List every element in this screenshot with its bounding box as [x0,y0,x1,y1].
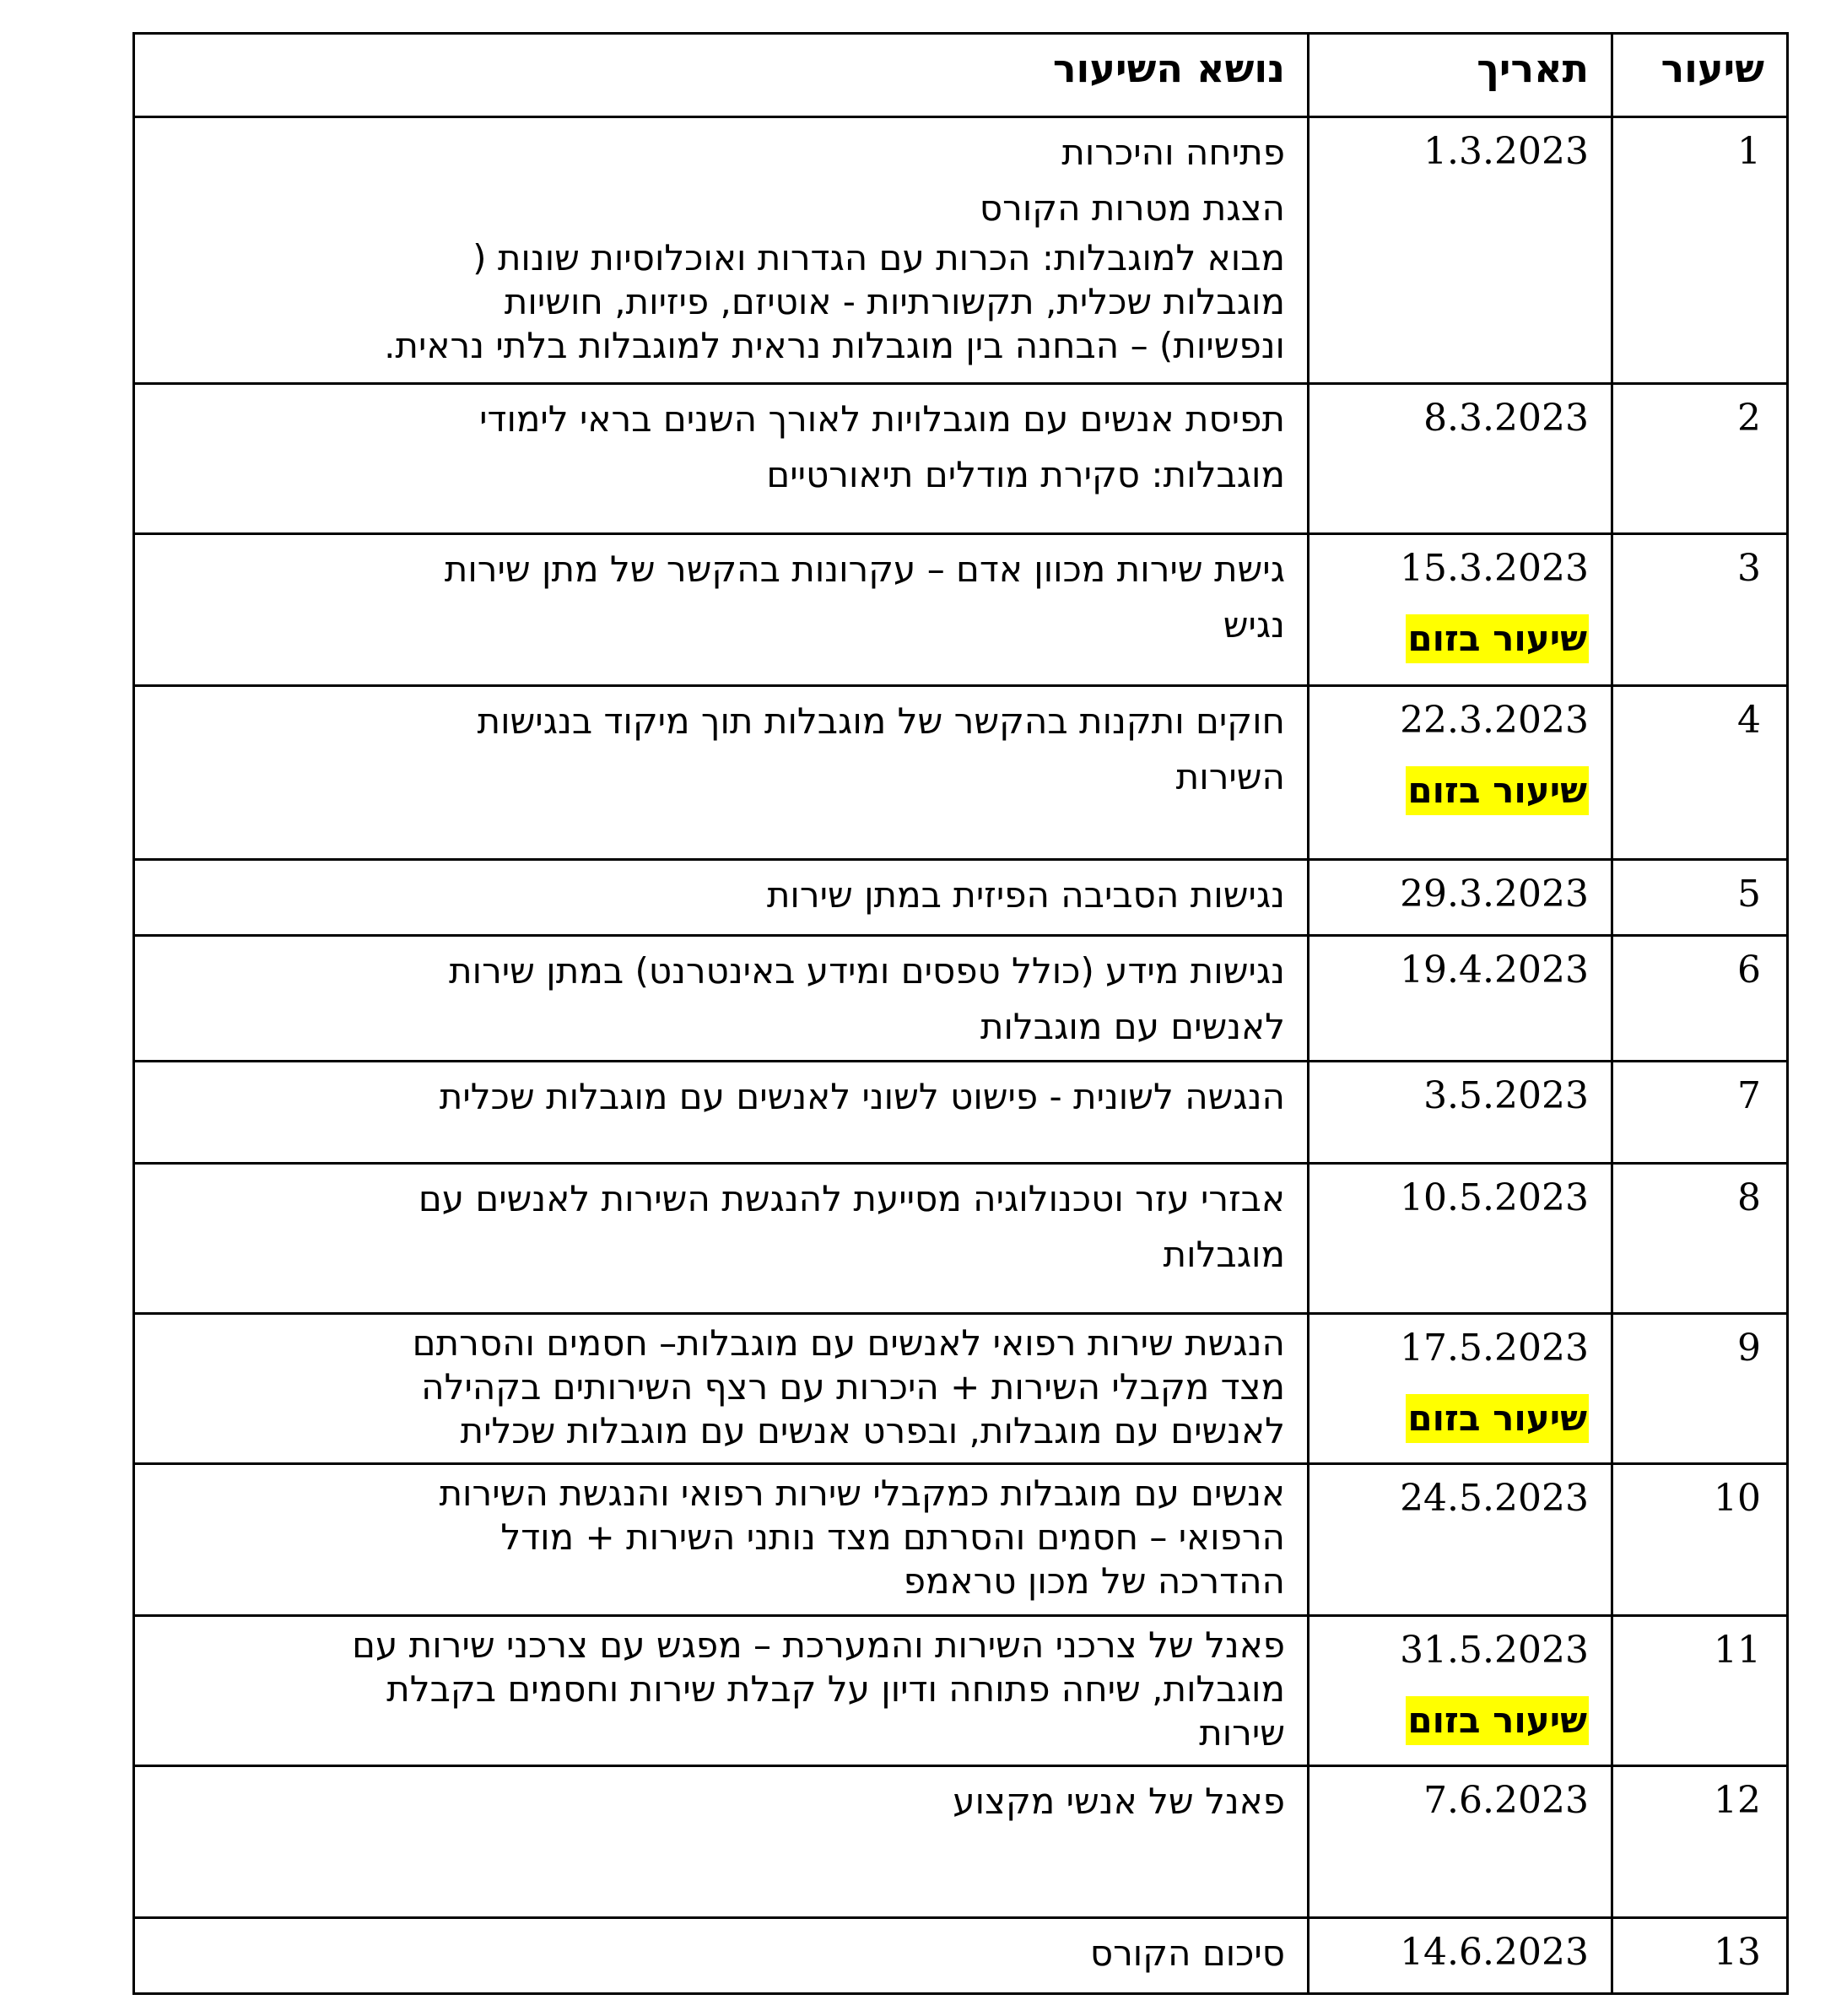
lesson-number: 1 [1612,117,1788,384]
lesson-number: 13 [1612,1918,1788,1994]
header-date: תאריך [1309,34,1612,117]
lesson-date-cell [1309,1918,1612,1994]
lesson-date-cell [1309,1314,1612,1464]
lesson-date: 17.5.2023 [1400,1327,1589,1370]
topic-line: השירות [1175,756,1285,797]
lesson-topic [134,384,1309,534]
topic-line: גישת שירות מכוון אדם – עקרונות בהקשר של מתן שירות [444,549,1285,590]
lesson-number: 2 [1612,384,1788,534]
topic-line: סיכום הקורס [1089,1932,1285,1974]
lesson-date: 19.4.2023 [1400,949,1589,992]
topic-line: פאנל של אנשי מקצוע [953,1781,1285,1822]
topic-line: חוקים ותקנות בהקשר של מוגבלות תוך מיקוד בנגישות [477,700,1285,742]
lesson-number: 12 [1612,1766,1788,1918]
header-topic: נושא השיעור [134,34,1309,117]
lesson-number: 9 [1612,1314,1788,1464]
table-row [134,1164,1788,1314]
topic-line: הרפואי – חסמים והסרתם מצד נותני השירות + מודל [500,1516,1285,1558]
table-row [134,686,1788,860]
lesson-date: 14.6.2023 [1400,1931,1589,1974]
topic-line: נגישות הסביבה הפיזית במתן שירות [766,874,1285,916]
topic-line: פאנל של צרכני השירות והמערכת – מפגש עם צרכני שירות עם [352,1624,1285,1666]
lesson-topic [134,936,1309,1062]
topic-line: הצגת מטרות הקורס [979,187,1285,229]
lesson-date-cell [1309,534,1612,686]
topic-line: נגישות מידע (כולל טפסים ומידע באינטרנט) במתן שירות [449,950,1285,992]
lesson-date: 29.3.2023 [1400,873,1589,916]
table-header-row [134,34,1788,117]
lesson-date: 3.5.2023 [1423,1074,1589,1117]
table-row [134,1766,1788,1918]
lesson-number: 6 [1612,936,1788,1062]
zoom-lesson-badge: שיעור בזום [1406,614,1589,663]
lesson-number: 3 [1612,534,1788,686]
topic-line: לאנשים עם מוגבלות [980,1006,1285,1047]
course-schedule-table [132,32,1789,1995]
lesson-date: 1.3.2023 [1423,130,1589,173]
table-row [134,1918,1788,1994]
table-row [134,1314,1788,1464]
lesson-number: 4 [1612,686,1788,860]
lesson-topic [134,1918,1309,1994]
lesson-number: 5 [1612,860,1788,936]
topic-line: מוגבלות שכלית, תקשורתיות - אוטיזם, פיזיות, חושיות [504,281,1285,322]
table-row [134,1616,1788,1766]
topic-line: ונפשיות) – הבחנה בין מוגבלות נראית למוגבלות בלתי נראית. [384,325,1285,366]
topic-line: הנגשה לשונית - פישוט לשוני לאנשים עם מוגבלות שכלית [439,1076,1285,1117]
lesson-date-cell [1309,686,1612,860]
table-row [134,1062,1788,1164]
lesson-topic [134,686,1309,860]
topic-line: הנגשת שירות רפואי לאנשים עם מוגבלות– חסמים והסרתם [412,1322,1285,1364]
table-body [134,117,1788,1994]
lesson-topic [134,1062,1309,1164]
topic-line: אנשים עם מוגבלות כמקבלי שירות רפואי והנגשת השירות [439,1473,1285,1514]
lesson-date-cell [1309,384,1612,534]
table-row [134,384,1788,534]
lesson-topic [134,1616,1309,1766]
lesson-date-cell [1309,1616,1612,1766]
lesson-number: 7 [1612,1062,1788,1164]
topic-line: שירות [1199,1712,1285,1754]
lesson-topic [134,117,1309,384]
lesson-date: 15.3.2023 [1400,547,1589,590]
zoom-lesson-badge: שיעור בזום [1406,1696,1589,1745]
lesson-date: 8.3.2023 [1423,397,1589,440]
lesson-date: 22.3.2023 [1400,699,1589,742]
lesson-date: 24.5.2023 [1400,1477,1589,1520]
topic-line: אבזרי עזר וטכנולוגיה מסייעת להנגשת השירות לאנשים עם [418,1178,1285,1219]
topic-line: ההדרכה של מכון טראמפ [903,1560,1285,1602]
lesson-date: 7.6.2023 [1423,1779,1589,1822]
lesson-topic [134,1314,1309,1464]
topic-line: מוגבלות [1163,1234,1285,1275]
lesson-date: 31.5.2023 [1400,1629,1589,1672]
zoom-lesson-badge: שיעור בזום [1406,766,1589,815]
topic-line: לאנשים עם מוגבלות, ובפרט אנשים עם מוגבלות שכלית [460,1410,1285,1451]
topic-line: מוגבלות, שיחה פתוחה ודיון על קבלת שירות וחסמים בקבלת [386,1668,1285,1710]
lesson-topic [134,534,1309,686]
topic-line: מבוא למוגבלות: הכרות עם הגדרות ואוכלוסיות שונות ( [472,237,1285,278]
topic-line: פתיחה והיכרות [1061,132,1285,173]
zoom-lesson-badge: שיעור בזום [1406,1394,1589,1443]
topic-line: תפיסת אנשים עם מוגבלויות לאורך השנים בראי לימודי [479,398,1285,440]
table-row [134,936,1788,1062]
lesson-number: 11 [1612,1616,1788,1766]
lesson-date-cell [1309,1766,1612,1918]
lesson-date-cell [1309,1464,1612,1616]
lesson-number: 10 [1612,1464,1788,1616]
lesson-date: 10.5.2023 [1400,1176,1589,1219]
topic-line: מוגבלות: סקירת מודלים תיאורטיים [766,454,1285,495]
lesson-topic [134,1164,1309,1314]
topic-line: נגיש [1223,604,1285,646]
header-lesson: שיעור [1612,34,1788,117]
lesson-date-cell [1309,1164,1612,1314]
lesson-date-cell [1309,117,1612,384]
lesson-date-cell [1309,860,1612,936]
lesson-date-cell [1309,1062,1612,1164]
topic-line: מצד מקבלי השירות + היכרות עם רצף השירותים בקהילה [421,1366,1285,1408]
table-row [134,534,1788,686]
lesson-number: 8 [1612,1164,1788,1314]
lesson-topic [134,1464,1309,1616]
table-row [134,117,1788,384]
table-row [134,1464,1788,1616]
lesson-topic [134,860,1309,936]
table-row [134,860,1788,936]
lesson-date-cell [1309,936,1612,1062]
lesson-topic [134,1766,1309,1918]
